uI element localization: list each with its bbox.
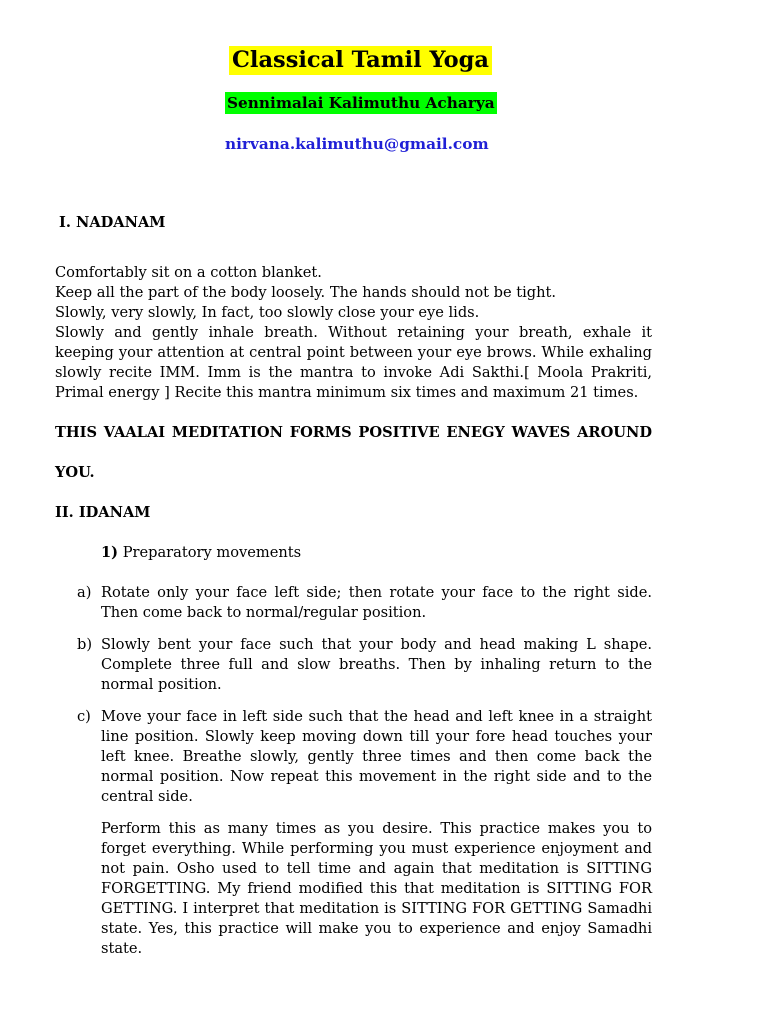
subsection-number: 1)	[101, 544, 119, 561]
author-email-link[interactable]: nirvana.kalimuthu@gmail.com	[225, 135, 489, 153]
section-heading-nadanam: I. NADANAM	[59, 214, 166, 231]
closing-paragraph: Perform this as many times as you desire. This practice makes you to forget everything. While performing you must experience enjoyment and not pain. Osho used to tell time and again that meditation is SITTING FORGETTING. My friend modified this that meditation is SITTING FOR GETTING. I interpret that meditation is SITTING FOR GETTING Samadhi state. Yes, this practice will make you to experience and enjoy Samadhi state.	[101, 820, 652, 957]
list-marker: a)	[77, 584, 92, 601]
section-heading-idanam: II. IDANAM	[55, 504, 151, 521]
document-body	[55, 213, 652, 959]
list-item-text: Rotate only your face left side; then rotate your face to the right side. Then come back to normal/regular position.	[101, 584, 652, 621]
movement-list	[55, 583, 652, 807]
instruction-line: Comfortably sit on a cotton blanket.	[55, 264, 322, 281]
list-item	[55, 583, 652, 623]
author-name: Sennimalai Kalimuthu Acharya	[227, 94, 495, 112]
list-item	[55, 707, 652, 807]
list-item	[55, 635, 652, 695]
emphasis-statement-end: YOU.	[55, 464, 95, 481]
list-marker: c)	[77, 708, 91, 725]
list-marker: b)	[77, 636, 93, 653]
instruction-line: Keep all the part of the body loosely. The hands should not be tight.	[55, 284, 557, 301]
breathing-paragraph: Slowly and gently inhale breath. Without retaining your breath, exhale it keeping your attention at central point between your eye brows. While exhaling slowly recite IMM. Imm is the mantra to invoke Adi Sakthi.[ Moola Prakriti, Primal energy ] Recite this mantra minimum six times and maximum 21 times.	[55, 324, 652, 401]
subsection-heading	[55, 543, 652, 563]
list-item-text: Slowly bent your face such that your body and head making L shape. Complete three full and slow breaths. Then by inhaling return to the normal position.	[101, 636, 652, 693]
document-title: Classical Tamil Yoga	[229, 46, 492, 75]
instruction-line: Slowly, very slowly, In fact, too slowly close your eye lids.	[55, 304, 480, 321]
subsection-title: Preparatory movements	[122, 544, 302, 561]
emphasis-statement: THIS VAALAI MEDITATION FORMS POSITIVE ENEGY WAVES AROUND	[55, 424, 652, 441]
list-item-text: Move your face in left side such that the head and left knee in a straight line position. Slowly keep moving down till your fore head touches your left knee. Breathe slowly, gently three times and then come back the normal position. Now repeat this movement in the right side and to the central side.	[101, 708, 652, 805]
